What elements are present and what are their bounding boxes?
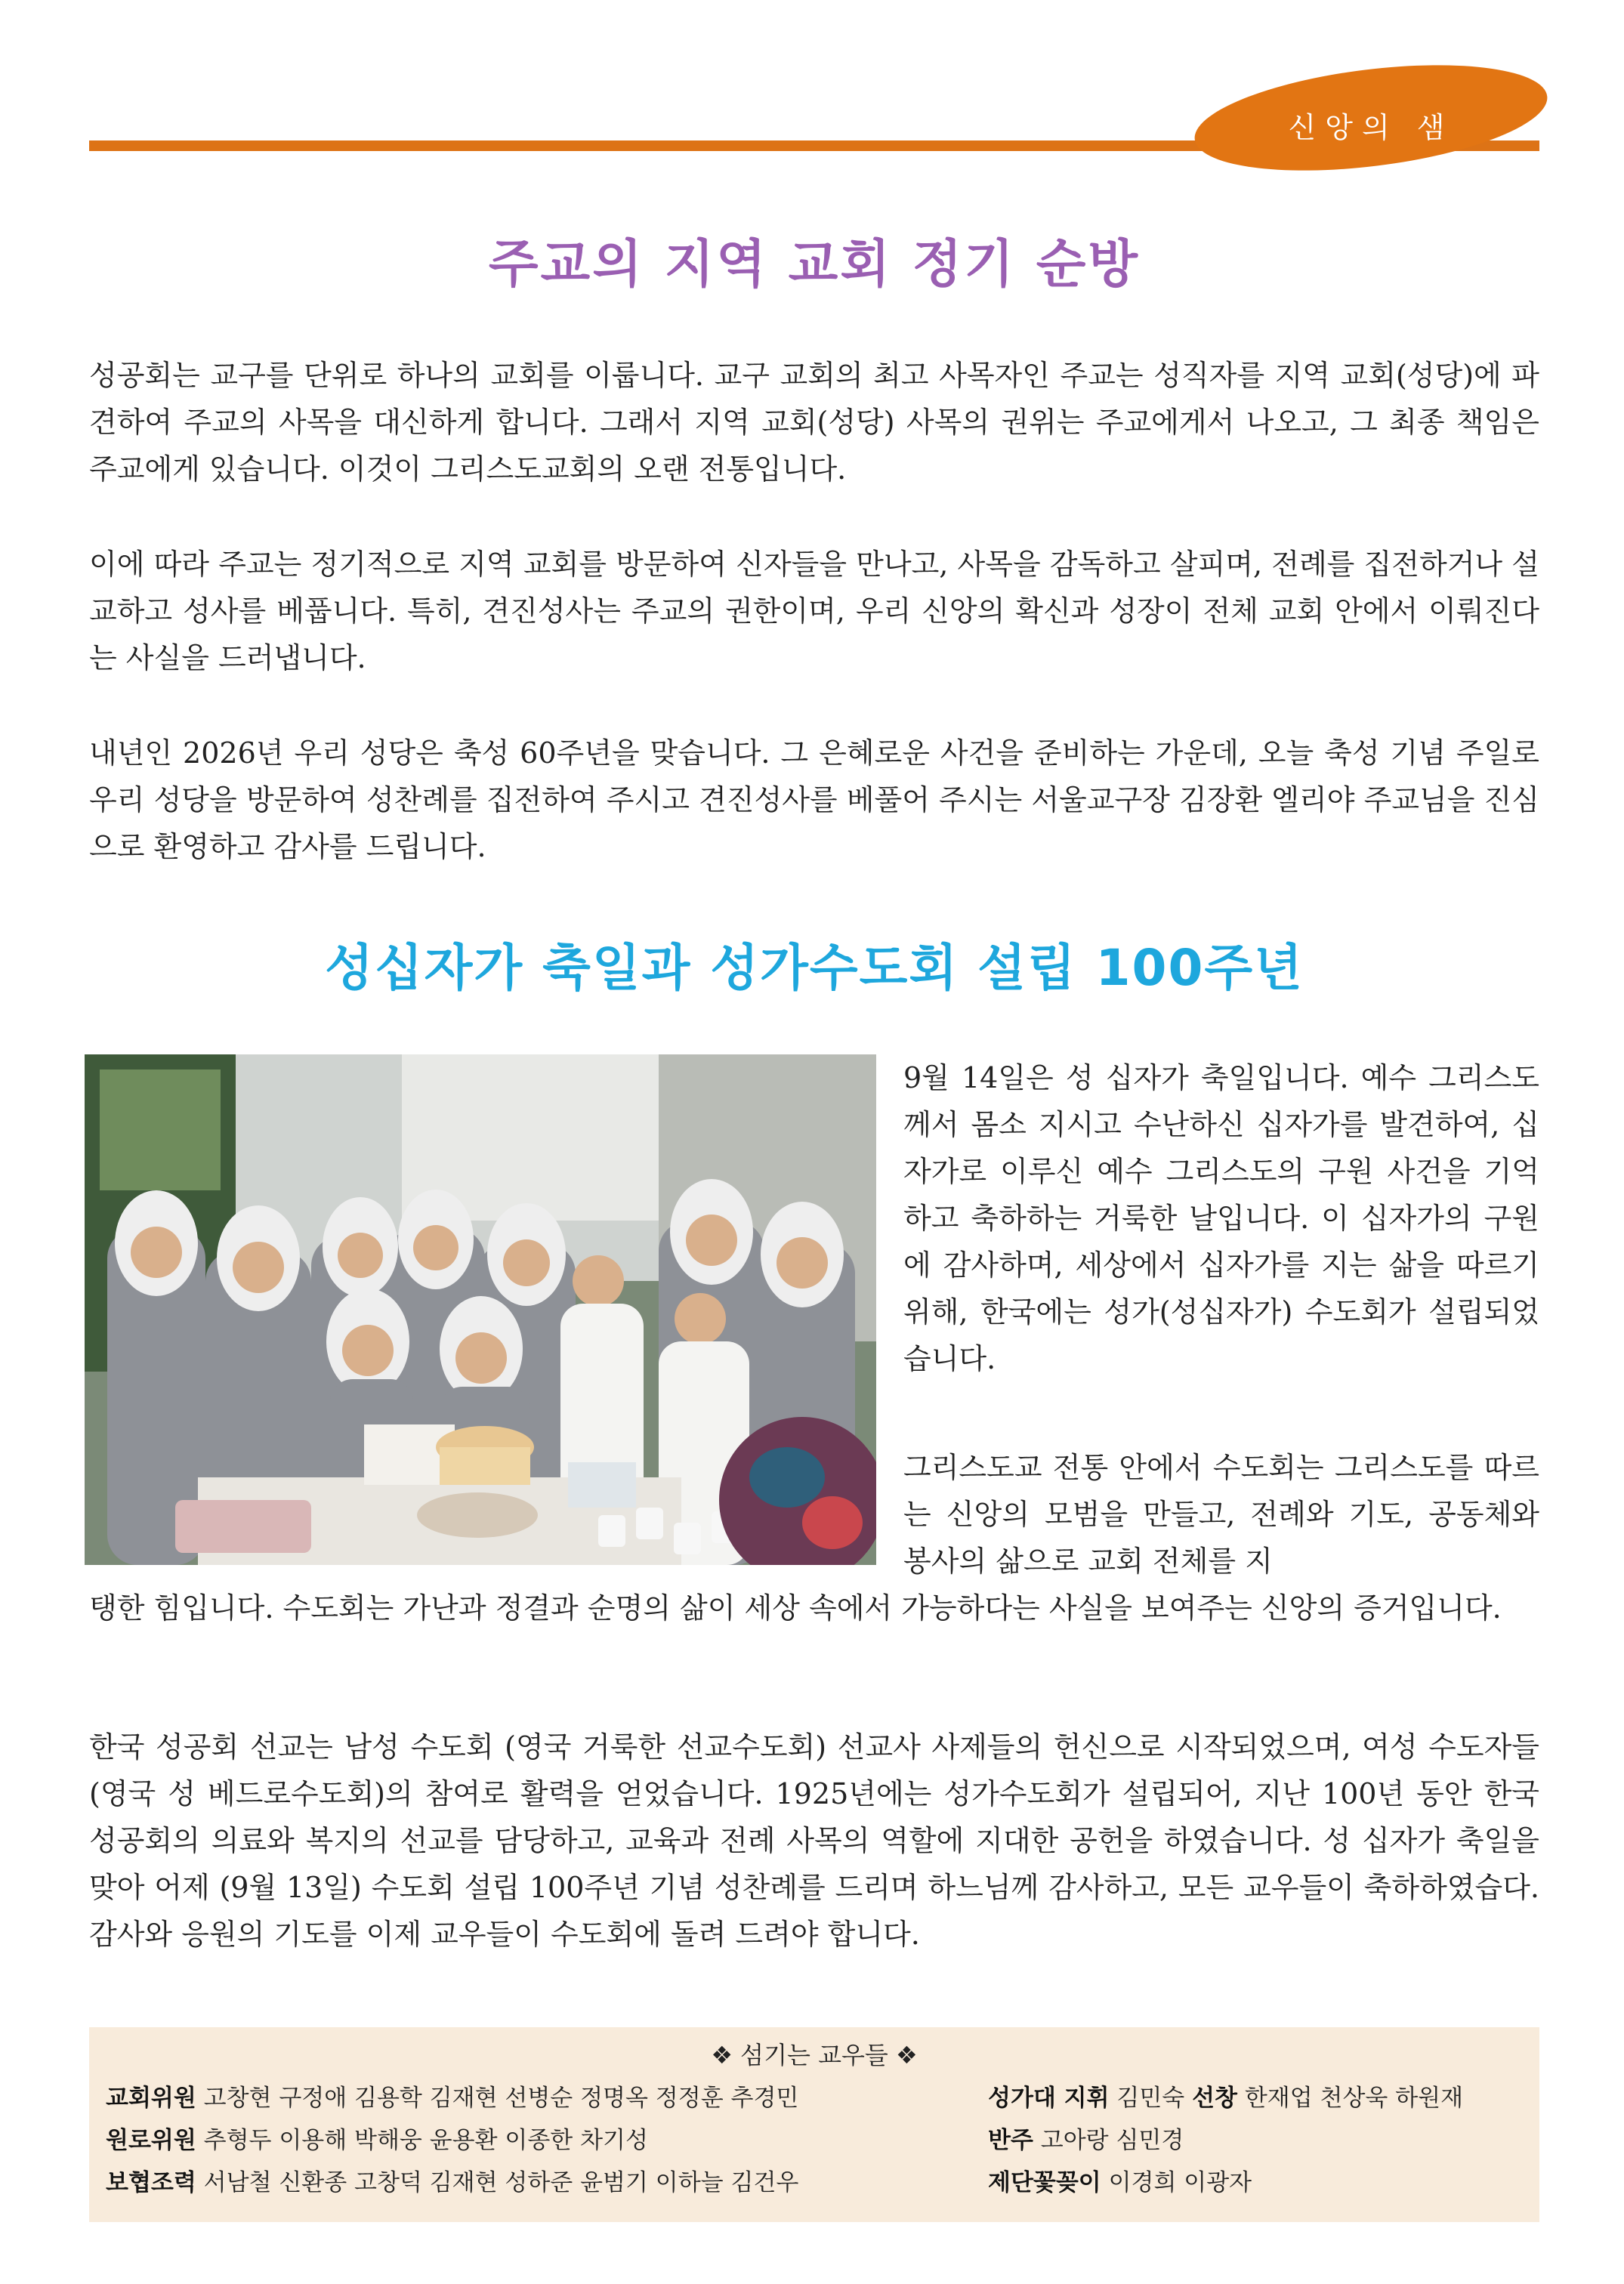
member-row [988,2162,1532,2204]
member-row [106,2077,974,2119]
article2-paragraph-3: 한국 성공회 선교는 남성 수도회 (영국 거룩한 선교수도회) 선교사 사제들의 헌신으로 시작되었으며, 여성 수도자들(영국 성 베드로수도회)의 참여로 활력을 얻었습니다. 1925년에는 성가수도회가 설립되어, 지난 100년 동안 한국 성공회의 의료와 복지의 선교를 담당하고, 교육과 전례 사목의 역할에 지대한 공헌을 하였습니다. 성 십자가 축일을 맞아 어제 (9월 13일) 수도회 설립 100주년 기념 성찬례를 드리며 하느님께 감사하고, 모든 교우들이 축하하였습다. 감사와 응원의 기도를 이제 교우들이 수도회에 돌려 드려야 합니다. [89,1730,1539,1951]
member-role: 교회위원 [106,2085,196,2112]
member-role: 보협조력 [106,2169,196,2196]
serving-members-box [89,2027,1539,2222]
member-role: 성가대 지휘 [988,2085,1110,2112]
member-row [988,2077,1532,2119]
member-names: 추형두 이용해 박해웅 윤용환 이종한 차기성 [196,2127,648,2154]
article1-paragraph-1: 성공회는 교구를 단위로 하나의 교회를 이룹니다. 교구 교회의 최고 사목자인 주교는 성직자를 지역 교회(성당)에 파견하여 주교의 사목을 대신하게 합니다. 그래서 지역 교회(성당) 사목의 권위는 주교에게서 나오고, 그 최종 책임은 주교에게 있습니다. 이것이 그리스도교회의 오랜 전통입니다. [89,359,1539,486]
member-names: 이경희 이광자 [1101,2169,1252,2196]
article1-title: 주교의 지역 교회 정기 순방 [488,235,1141,295]
member-names: 고아랑 심민경 [1033,2127,1184,2154]
member-role: 원로위원 [106,2127,196,2154]
group-photo-sisters [85,1054,876,1565]
member-row [106,2162,974,2204]
member-role: 선창 [1192,2085,1237,2112]
serving-members-heading: ❖ 섬기는 교우들 ❖ [711,2041,918,2069]
serving-members-left-column [106,2077,974,2204]
article2-side-paragraph-1: 9월 14일은 성 십자가 축일입니다. 예수 그리스도께서 몸소 지시고 수난하신 십자가를 발견하여, 십자가로 이루신 예수 그리스도의 구원 사건을 기억하고 축하하는 거룩한 날입니다. 이 십자가의 구원에 감사하며, 세상에서 십자가를 지는 삶을 따르기 위해, 한국에는 성가(성십자가) 수도회가 설립되었습니다. [903,1061,1539,1375]
member-row [988,2119,1532,2162]
article2-paragraph-2-continued: 탱한 힘입니다. 수도회는 가난과 정결과 순명의 삶이 세상 속에서 가능하다는 사실을 보여주는 신앙의 증거입니다. [89,1591,1502,1625]
member-role: 제단꽃꽂이 [988,2169,1101,2196]
group-photo-illustration [85,1054,876,1565]
article2-side-paragraph-2: 그리스도교 전통 안에서 수도회는 그리스도를 따르는 신앙의 모범을 만들고, 전례와 기도, 공동체와 봉사의 삶으로 교회 전체를 지 [903,1451,1539,1578]
serving-members-right-column [988,2077,1532,2204]
article1-paragraph-2: 이에 따라 주교는 정기적으로 지역 교회를 방문하여 신자들을 만나고, 사목을 감독하고 살피며, 전례를 집전하거나 설교하고 성사를 베풉니다. 특히, 견진성사는 주교의 권한이며, 우리 신앙의 확신과 성장이 전체 교회 안에서 이뤄진다는 사실을 드러냅니다. [89,548,1539,674]
article2-title: 성십자가 축일과 성가수도회 설립 100주년 [325,939,1304,997]
member-names: 한재업 천상욱 하원재 [1237,2085,1464,2112]
member-row [106,2119,974,2162]
article1-paragraph-3: 내년인 2026년 우리 성당은 축성 60주년을 맞습니다. 그 은혜로운 사건을 준비하는 가운데, 오늘 축성 기념 주일로 우리 성당을 방문하여 성찬례를 집전하여 주시고 견진성사를 베풀어 주시는 서울교구장 김장환 엘리야 주교님을 진심으로 환영하고 감사를 드립니다. [89,736,1539,863]
member-names: 서남철 신환종 고창덕 김재현 성하준 윤범기 이하늘 김건우 [196,2169,799,2196]
member-role: 반주 [988,2127,1033,2154]
member-names: 고창현 구정애 김용학 김재현 선병순 정명옥 정정훈 추경민 [196,2085,799,2112]
section-tag-label: 신앙의 샘 [1288,111,1454,144]
member-names: 김민숙 [1109,2085,1193,2112]
